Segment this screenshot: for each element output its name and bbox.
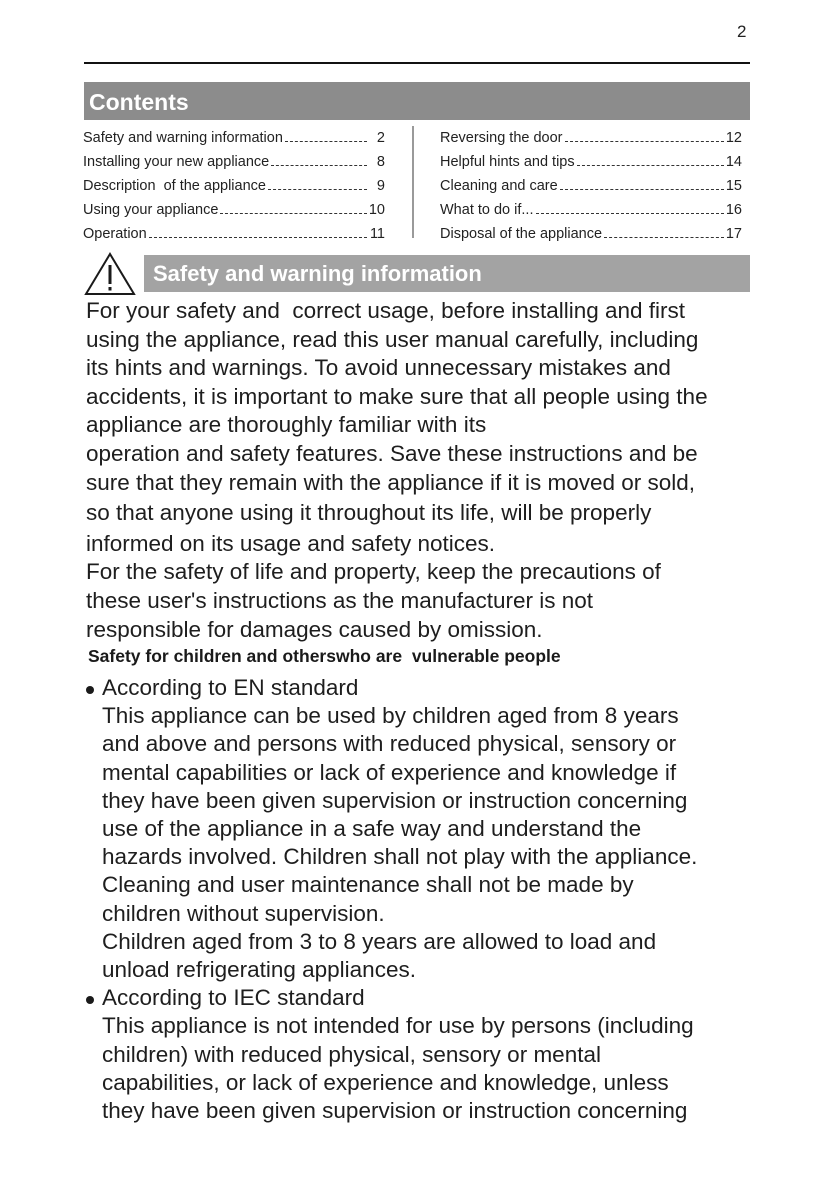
bullet-line: children) with reduced physical, sensory or mental — [102, 1041, 601, 1067]
toc-entry[interactable] — [83, 122, 385, 146]
warning-triangle-icon — [84, 252, 136, 296]
bullet-line: children without supervision. — [102, 900, 385, 926]
toc-entry-page: 8 — [376, 154, 385, 170]
intro-line: its hints and warnings. To avoid unnecessary mistakes and — [86, 355, 671, 381]
toc-leader — [285, 141, 367, 142]
bullet-line: and above and persons with reduced physical, sensory or — [102, 731, 677, 757]
page-number: 2 — [737, 22, 747, 41]
toc-leader — [220, 213, 366, 214]
toc-leader — [536, 213, 724, 214]
toc-entry-page: 12 — [725, 130, 742, 146]
bullet-dot-icon — [86, 996, 94, 1004]
intro-line: these user's instructions as the manufacturer is not — [86, 587, 594, 613]
toc-leader — [271, 165, 367, 166]
toc-entry[interactable] — [440, 170, 742, 194]
contents-heading: Contents — [84, 82, 750, 120]
bullet-title: According to EN standard — [102, 675, 359, 700]
toc-entry-title: What to do if... — [440, 202, 534, 218]
toc-entry[interactable] — [440, 122, 742, 146]
toc-entry-title: Safety and warning information — [83, 130, 283, 146]
intro-line: For the safety of life and property, keep the precautions of — [86, 559, 661, 585]
intro-line: appliance are thoroughly familiar with its — [86, 412, 487, 438]
bullet-line: use of the appliance in a safe way and understand the — [102, 816, 642, 842]
toc-entry[interactable] — [83, 194, 385, 218]
toc-entry-page: 2 — [376, 130, 385, 146]
toc-entry[interactable] — [83, 170, 385, 194]
bullet-line: This appliance is not intended for use by persons (including — [102, 1013, 694, 1039]
bullet-line: This appliance can be used by children aged from 8 years — [102, 703, 679, 729]
toc-entry-title: Helpful hints and tips — [440, 154, 575, 170]
intro-line: For your safety and correct usage, before installing and first — [86, 298, 686, 323]
toc-entry-page: 15 — [725, 178, 742, 194]
intro-line: operation and safety features. Save these instructions and be — [86, 440, 698, 466]
bullet-dot-icon — [86, 686, 94, 694]
safety-bullet-list — [84, 674, 764, 1125]
toc-entry[interactable] — [83, 218, 385, 242]
toc-entry-page: 14 — [725, 154, 742, 170]
bullet-line: they have been given supervision or instruction concerning — [102, 787, 688, 813]
intro-line: informed on its usage and safety notices. — [86, 530, 495, 556]
intro-line: so that anyone using it throughout its life, will be properly — [86, 500, 652, 526]
toc-entry-page: 16 — [725, 202, 742, 218]
toc-entry[interactable] — [440, 194, 742, 218]
toc-entry-title: Installing your new appliance — [83, 154, 270, 170]
toc-entry-title: Operation — [83, 226, 147, 242]
toc-entry-page: 9 — [376, 178, 385, 194]
intro-line: using the appliance, read this user manual carefully, including — [86, 326, 699, 352]
bullet-item-en-standard — [84, 674, 764, 984]
bullet-line: Cleaning and user maintenance shall not be made by — [102, 872, 634, 898]
intro-line: accidents, it is important to make sure that all people using the — [86, 383, 708, 409]
bullet-line: Children aged from 3 to 8 years are allowed to load and — [102, 928, 657, 954]
toc-leader — [268, 189, 367, 190]
toc-entry-page: 17 — [725, 226, 742, 242]
toc-entry-title: Using your appliance — [83, 202, 219, 218]
bullet-line: capabilities, or lack of experience and knowledge, unless — [102, 1069, 669, 1095]
toc-leader — [604, 237, 724, 238]
toc-entry-title: Reversing the door — [440, 130, 563, 146]
toc-entry-page: 10 — [368, 202, 385, 218]
toc-entry[interactable] — [440, 146, 742, 170]
toc-right-column — [440, 122, 742, 242]
toc-entry-page: 11 — [369, 226, 385, 242]
bullet-line: mental capabilities or lack of experience and knowledge if — [102, 759, 677, 785]
toc-entry-title: Disposal of the appliance — [440, 226, 603, 242]
safety-section-heading: Safety and warning information — [144, 255, 750, 292]
bullet-line: hazards involved. Children shall not play with the appliance. — [102, 844, 698, 870]
bullet-item-iec-standard — [84, 984, 764, 1125]
toc-entry-title: Description of the appliance — [83, 178, 266, 194]
toc-leader — [577, 165, 724, 166]
header-rule — [84, 62, 750, 64]
toc-entry[interactable] — [83, 146, 385, 170]
safety-intro — [86, 297, 766, 644]
toc-leader — [565, 141, 724, 142]
children-safety-heading: Safety for children and otherswho are vulnerable people — [88, 646, 561, 666]
toc-left-column — [83, 122, 385, 242]
toc-entry[interactable] — [440, 218, 742, 242]
toc-entry-title: Cleaning and care — [440, 178, 558, 194]
intro-line: responsible for damages caused by omission. — [86, 616, 543, 642]
toc-leader — [560, 189, 724, 190]
intro-line: sure that they remain with the appliance if it is moved or sold, — [86, 469, 696, 495]
bullet-line: they have been given supervision or instruction concerning — [102, 1098, 688, 1124]
toc-column-divider — [412, 126, 414, 238]
toc-leader — [149, 237, 367, 238]
bullet-line: unload refrigerating appliances. — [102, 957, 416, 983]
bullet-title: According to IEC standard — [102, 985, 365, 1011]
